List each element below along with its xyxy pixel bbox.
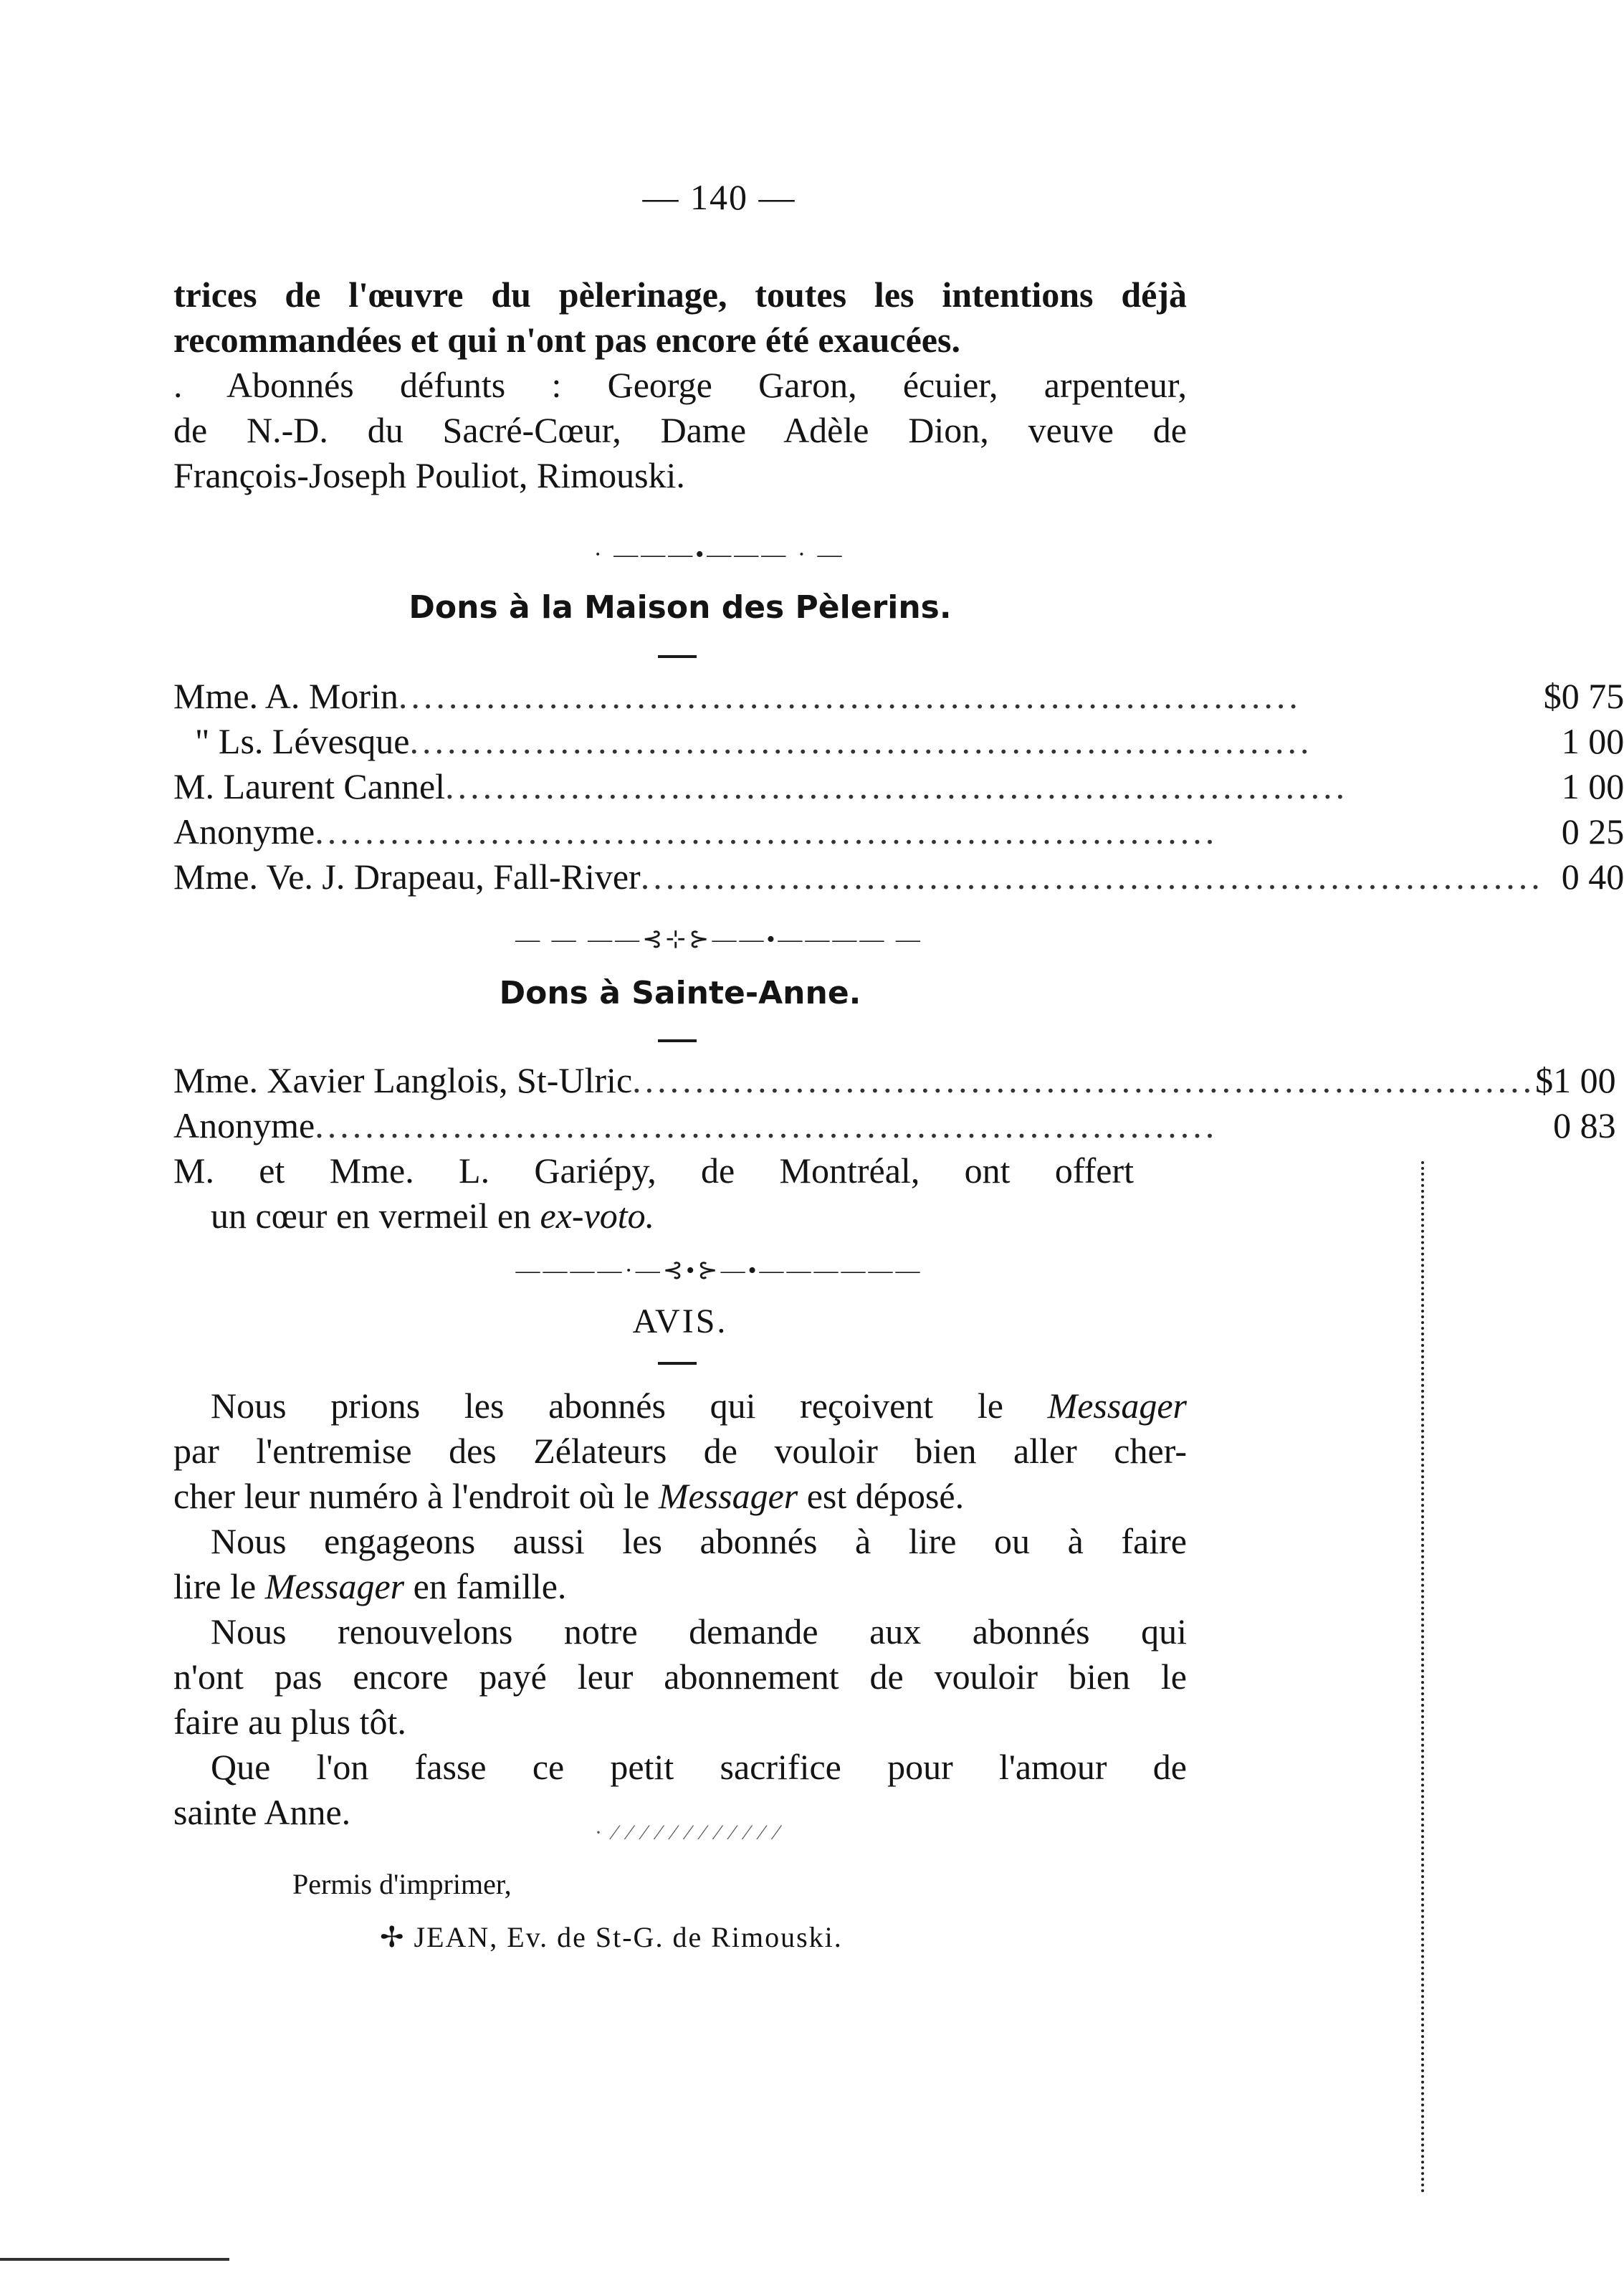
donor-name: Mme. A. Morin: [173, 676, 398, 716]
intro-paragraph: [173, 272, 1187, 363]
donor-name: Anonyme: [173, 811, 315, 852]
deceased-line-2: de N.-D. du Sacré-Cœur, Dame Adèle Dion, veuve de: [173, 410, 1187, 450]
donor-name: Anonyme: [173, 1105, 315, 1145]
short-rule: [658, 655, 697, 658]
donor-name: Mme. Xavier Langlois, St-Ulric: [173, 1060, 633, 1100]
avis-p2-text-1: lire le: [173, 1566, 265, 1606]
avis-p1-text-1: Nous prions les abonnés qui reçoivent le: [211, 1386, 1048, 1426]
avis-p1-line-2: par l'entremise des Zélateurs de vouloir bien aller cher-: [173, 1431, 1187, 1471]
messager-title: Messager: [264, 1566, 405, 1606]
section-title-sainte-anne: Dons à Sainte-Anne.: [499, 975, 861, 1011]
avis-p2-line-1: Nous engageons aussi les abonnés à lire ou à faire: [211, 1521, 1187, 1561]
avis-p2-text-2: en famille.: [404, 1566, 567, 1606]
avis-p1-text-3: cher leur numéro à l'endroit où le: [173, 1476, 659, 1516]
avis-paragraph-3: [173, 1609, 1187, 1745]
avis-p4-line-1: Que l'on fasse ce petit sacrifice pour l'amour de: [211, 1747, 1187, 1787]
table-row: [173, 1058, 1616, 1103]
avis-p3-line-2: n'ont pas encore payé leur abonnement de vouloir bien le: [173, 1657, 1187, 1697]
leader-dots: ........................................................................: [315, 811, 1218, 852]
imprimatur-text: Permis d'imprimer,: [292, 1868, 512, 1900]
short-rule: [658, 1362, 697, 1365]
intro-line-2: recommandées et qui n'ont pas encore été exaucées.: [173, 320, 960, 360]
donor-name: M. Laurent Cannel: [173, 766, 446, 806]
ornament-divider-3: ――――·―⊰•⊱―•――――――: [515, 1257, 923, 1284]
donation-amount: 0 40: [1561, 857, 1624, 897]
avis-paragraph-1: [173, 1383, 1187, 1519]
donor-name: Mme. Ve. J. Drapeau, Fall-River: [173, 857, 641, 897]
donor-name: " Ls. Lévesque: [195, 721, 410, 761]
donations-table-sainte-anne: [173, 1058, 1616, 1148]
page-number: — 140 —: [642, 177, 796, 217]
section-title-pelerins: Dons à la Maison des Pèlerins.: [409, 589, 952, 626]
table-row: [173, 854, 1624, 900]
bottom-scan-line: [0, 2258, 229, 2261]
messager-title: Messager: [1047, 1386, 1187, 1426]
deceased-line-1: . Abonnés défunts : George Garon, écuier, arpenteur,: [173, 365, 1187, 405]
donation-amount: $1 00: [1535, 1060, 1616, 1100]
leader-dots: ........................................................................: [315, 1105, 1218, 1145]
donation-amount: 1 00: [1561, 766, 1624, 806]
donation-amount: 0 83: [1553, 1105, 1616, 1145]
messager-title: Messager: [658, 1476, 798, 1516]
donation-amount: 1 00: [1561, 721, 1624, 761]
deceased-paragraph: [173, 363, 1187, 498]
leader-dots: ........................................................................: [409, 721, 1313, 761]
table-row: [173, 1103, 1616, 1148]
leader-dots: ........................................................................: [398, 676, 1301, 716]
gift-note-line-1: M. et Mme. L. Gariépy, de Montréal, ont offert: [173, 1150, 1134, 1191]
ornament-divider-2: — ― ――⊰⊹⊱――•―――― ―: [515, 926, 923, 953]
donation-amount: $0 75: [1543, 676, 1624, 716]
donations-table-pelerins: [173, 674, 1624, 900]
ornament-divider-4: · ⁄ ⁄ ⁄ ⁄ ⁄ ⁄ ⁄ ⁄ ⁄ ⁄ ⁄ ⁄: [594, 1821, 782, 1844]
short-rule: [658, 1039, 697, 1042]
table-row: [173, 719, 1624, 764]
table-row: [173, 764, 1624, 809]
gift-note-line-2: un cœur en vermeil en: [211, 1196, 540, 1236]
leader-dots: ........................................................................: [632, 1060, 1536, 1100]
avis-title: AVIS.: [632, 1302, 728, 1340]
page-edge-shadow: [1404, 1161, 1424, 2193]
avis-paragraph-2: [173, 1519, 1187, 1609]
gift-note: [173, 1148, 1134, 1239]
ex-voto-text: ex-voto.: [540, 1196, 655, 1236]
avis-p4-line-2: sainte Anne.: [173, 1792, 351, 1832]
avis-p3-line-1: Nous renouvelons notre demande aux abonnés qui: [211, 1611, 1187, 1652]
intro-line-1: trices de l'œuvre du pèlerinage, toutes les intentions déjà: [173, 275, 1187, 315]
leader-dots: ........................................................................: [445, 766, 1349, 806]
table-row: [173, 809, 1624, 854]
ornament-divider-1: · ―――•――― · ―: [593, 541, 845, 568]
leader-dots: ........................................................................: [640, 857, 1544, 897]
signature-text: ✢ JEAN, Ev. de St-G. de Rimouski.: [380, 1921, 843, 1953]
avis-p3-line-3: faire au plus tôt.: [173, 1702, 406, 1742]
table-row: [173, 674, 1624, 719]
deceased-line-3: François-Joseph Pouliot, Rimouski.: [173, 455, 685, 495]
donation-amount: 0 25: [1561, 811, 1624, 852]
avis-p1-text-4: est déposé.: [798, 1476, 965, 1516]
